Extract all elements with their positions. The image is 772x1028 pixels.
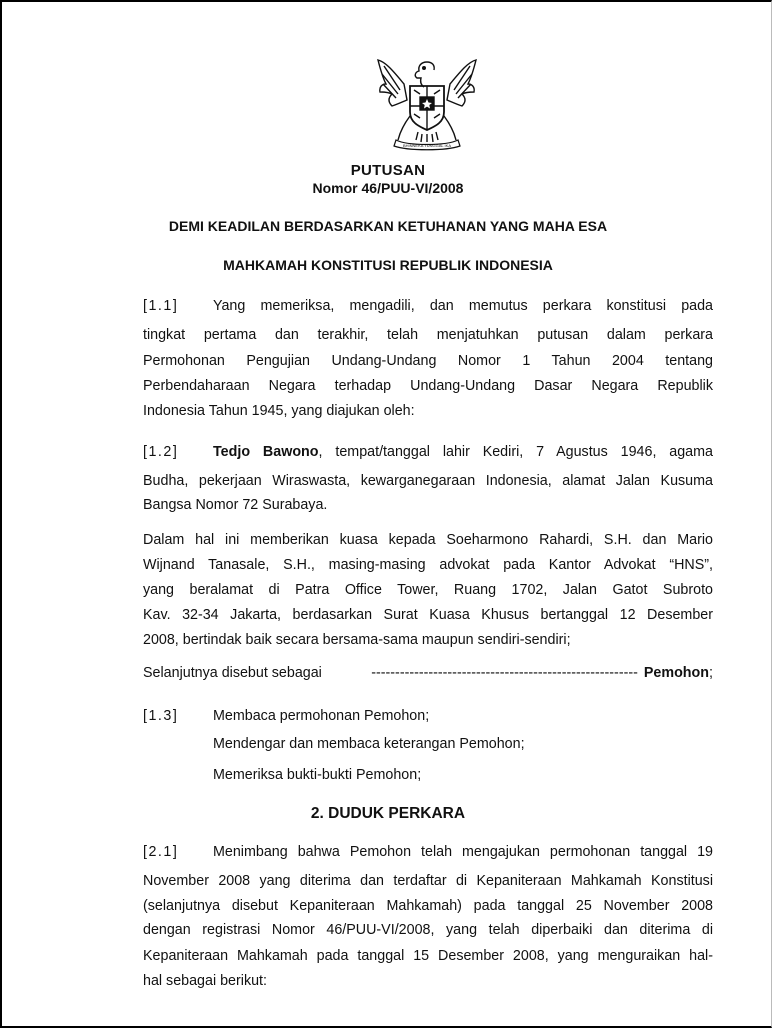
section-2-title: 2. DUDUK PERKARA — [310, 805, 466, 822]
applicant-name: Tedjo Bawono — [213, 444, 319, 460]
garuda-emblem-icon — [374, 54, 480, 152]
kuasa-line: yang beralamat di Patra Office Tower, Ruang 1702, Jalan Gatot Subroto — [143, 582, 713, 598]
paragraph-1-1-line: Permohonan Pengujian Undang-Undang Nomor 1 Tahun 2004 tentang — [143, 353, 713, 369]
document-title: PUTUSAN — [350, 162, 426, 179]
paragraph-number: [1.3] — [143, 708, 179, 724]
paragraph-1-2-line: Budha, pekerjaan Wiraswasta, kewarganegaraan Indonesia, alamat Jalan Kusuma — [143, 473, 713, 489]
paragraph-1-3-line: [1.3] Membaca permohonan Pemohon; — [143, 708, 430, 724]
paragraph-1-1-line: [1.1] Yang memeriksa, mengadili, dan memutus perkara konstitusi pada — [143, 298, 713, 314]
paragraph-number: [2.1] — [143, 844, 179, 860]
paragraph-2-1-line: November 2008 yang diterima dan terdaftar di Kepaniteraan Mahkamah Konstitusi — [143, 873, 713, 889]
paragraph-2-1-line: hal sebagai berikut: — [143, 973, 267, 989]
dash-leader: -------------------------------------------------------- — [371, 665, 638, 681]
paragraph-1-2-line: [1.2] Tedjo Bawono, tempat/tanggal lahir Kediri, 7 Agustus 1946, agama — [143, 444, 713, 460]
document-number: Nomor 46/PUU-VI/2008 — [312, 180, 464, 196]
paragraph-number: [1.2] — [143, 444, 179, 460]
kuasa-line: Wijnand Tanasale, S.H., masing-masing advokat pada Kantor Advokat “HNS”, — [143, 557, 713, 573]
paragraph-1-1-line: Perbendaharaan Negara terhadap Undang-Undang Dasar Negara Republik — [143, 378, 713, 394]
heading-keadilan: DEMI KEADILAN BERDASARKAN KETUHANAN YANG MAHA ESA — [168, 218, 608, 234]
kuasa-line: 2008, bertindak baik secara bersama-sama maupun sendiri-sendiri; — [143, 632, 571, 648]
paragraph-1-3-line: Mendengar dan membaca keterangan Pemohon; — [213, 736, 525, 752]
kuasa-line: Dalam hal ini memberikan kuasa kepada Soeharmono Rahardi, S.H. dan Mario — [143, 532, 713, 548]
paragraph-1-2-line: Bangsa Nomor 72 Surabaya. — [143, 497, 328, 513]
pemohon-line: Selanjutnya disebut sebagai -------------------------------------------------------- Pemohon; — [143, 665, 713, 681]
svg-text:BHINNEKA TUNGGAL IKA: BHINNEKA TUNGGAL IKA — [402, 143, 452, 148]
paragraph-2-1-line: Kepaniteraan Mahkamah pada tanggal 15 Desember 2008, yang menguraikan hal- — [143, 948, 713, 964]
paragraph-2-1-line: (selanjutnya disebut Kepaniteraan Mahkamah) pada tanggal 25 November 2008 — [143, 898, 713, 914]
paragraph-1-1-line: Indonesia Tahun 1945, yang diajukan oleh: — [143, 403, 415, 419]
paragraph-2-1-line: dengan registrasi Nomor 46/PUU-VI/2008, yang telah diperbaiki dan diterima di — [143, 922, 713, 938]
paragraph-1-1-line: tingkat pertama dan terakhir, telah menjatuhkan putusan dalam perkara — [143, 327, 713, 343]
pemohon-label: Pemohon — [643, 665, 710, 681]
kuasa-line: Kav. 32-34 Jakarta, berdasarkan Surat Kuasa Khusus bertanggal 12 Desember — [143, 607, 713, 623]
heading-mahkamah: MAHKAMAH KONSTITUSI REPUBLIK INDONESIA — [223, 257, 553, 273]
paragraph-1-3-line: Memeriksa bukti-bukti Pemohon; — [213, 767, 422, 783]
paragraph-2-1-line: [2.1] Menimbang bahwa Pemohon telah mengajukan permohonan tanggal 19 — [143, 844, 713, 860]
paragraph-number: [1.1] — [143, 298, 179, 314]
